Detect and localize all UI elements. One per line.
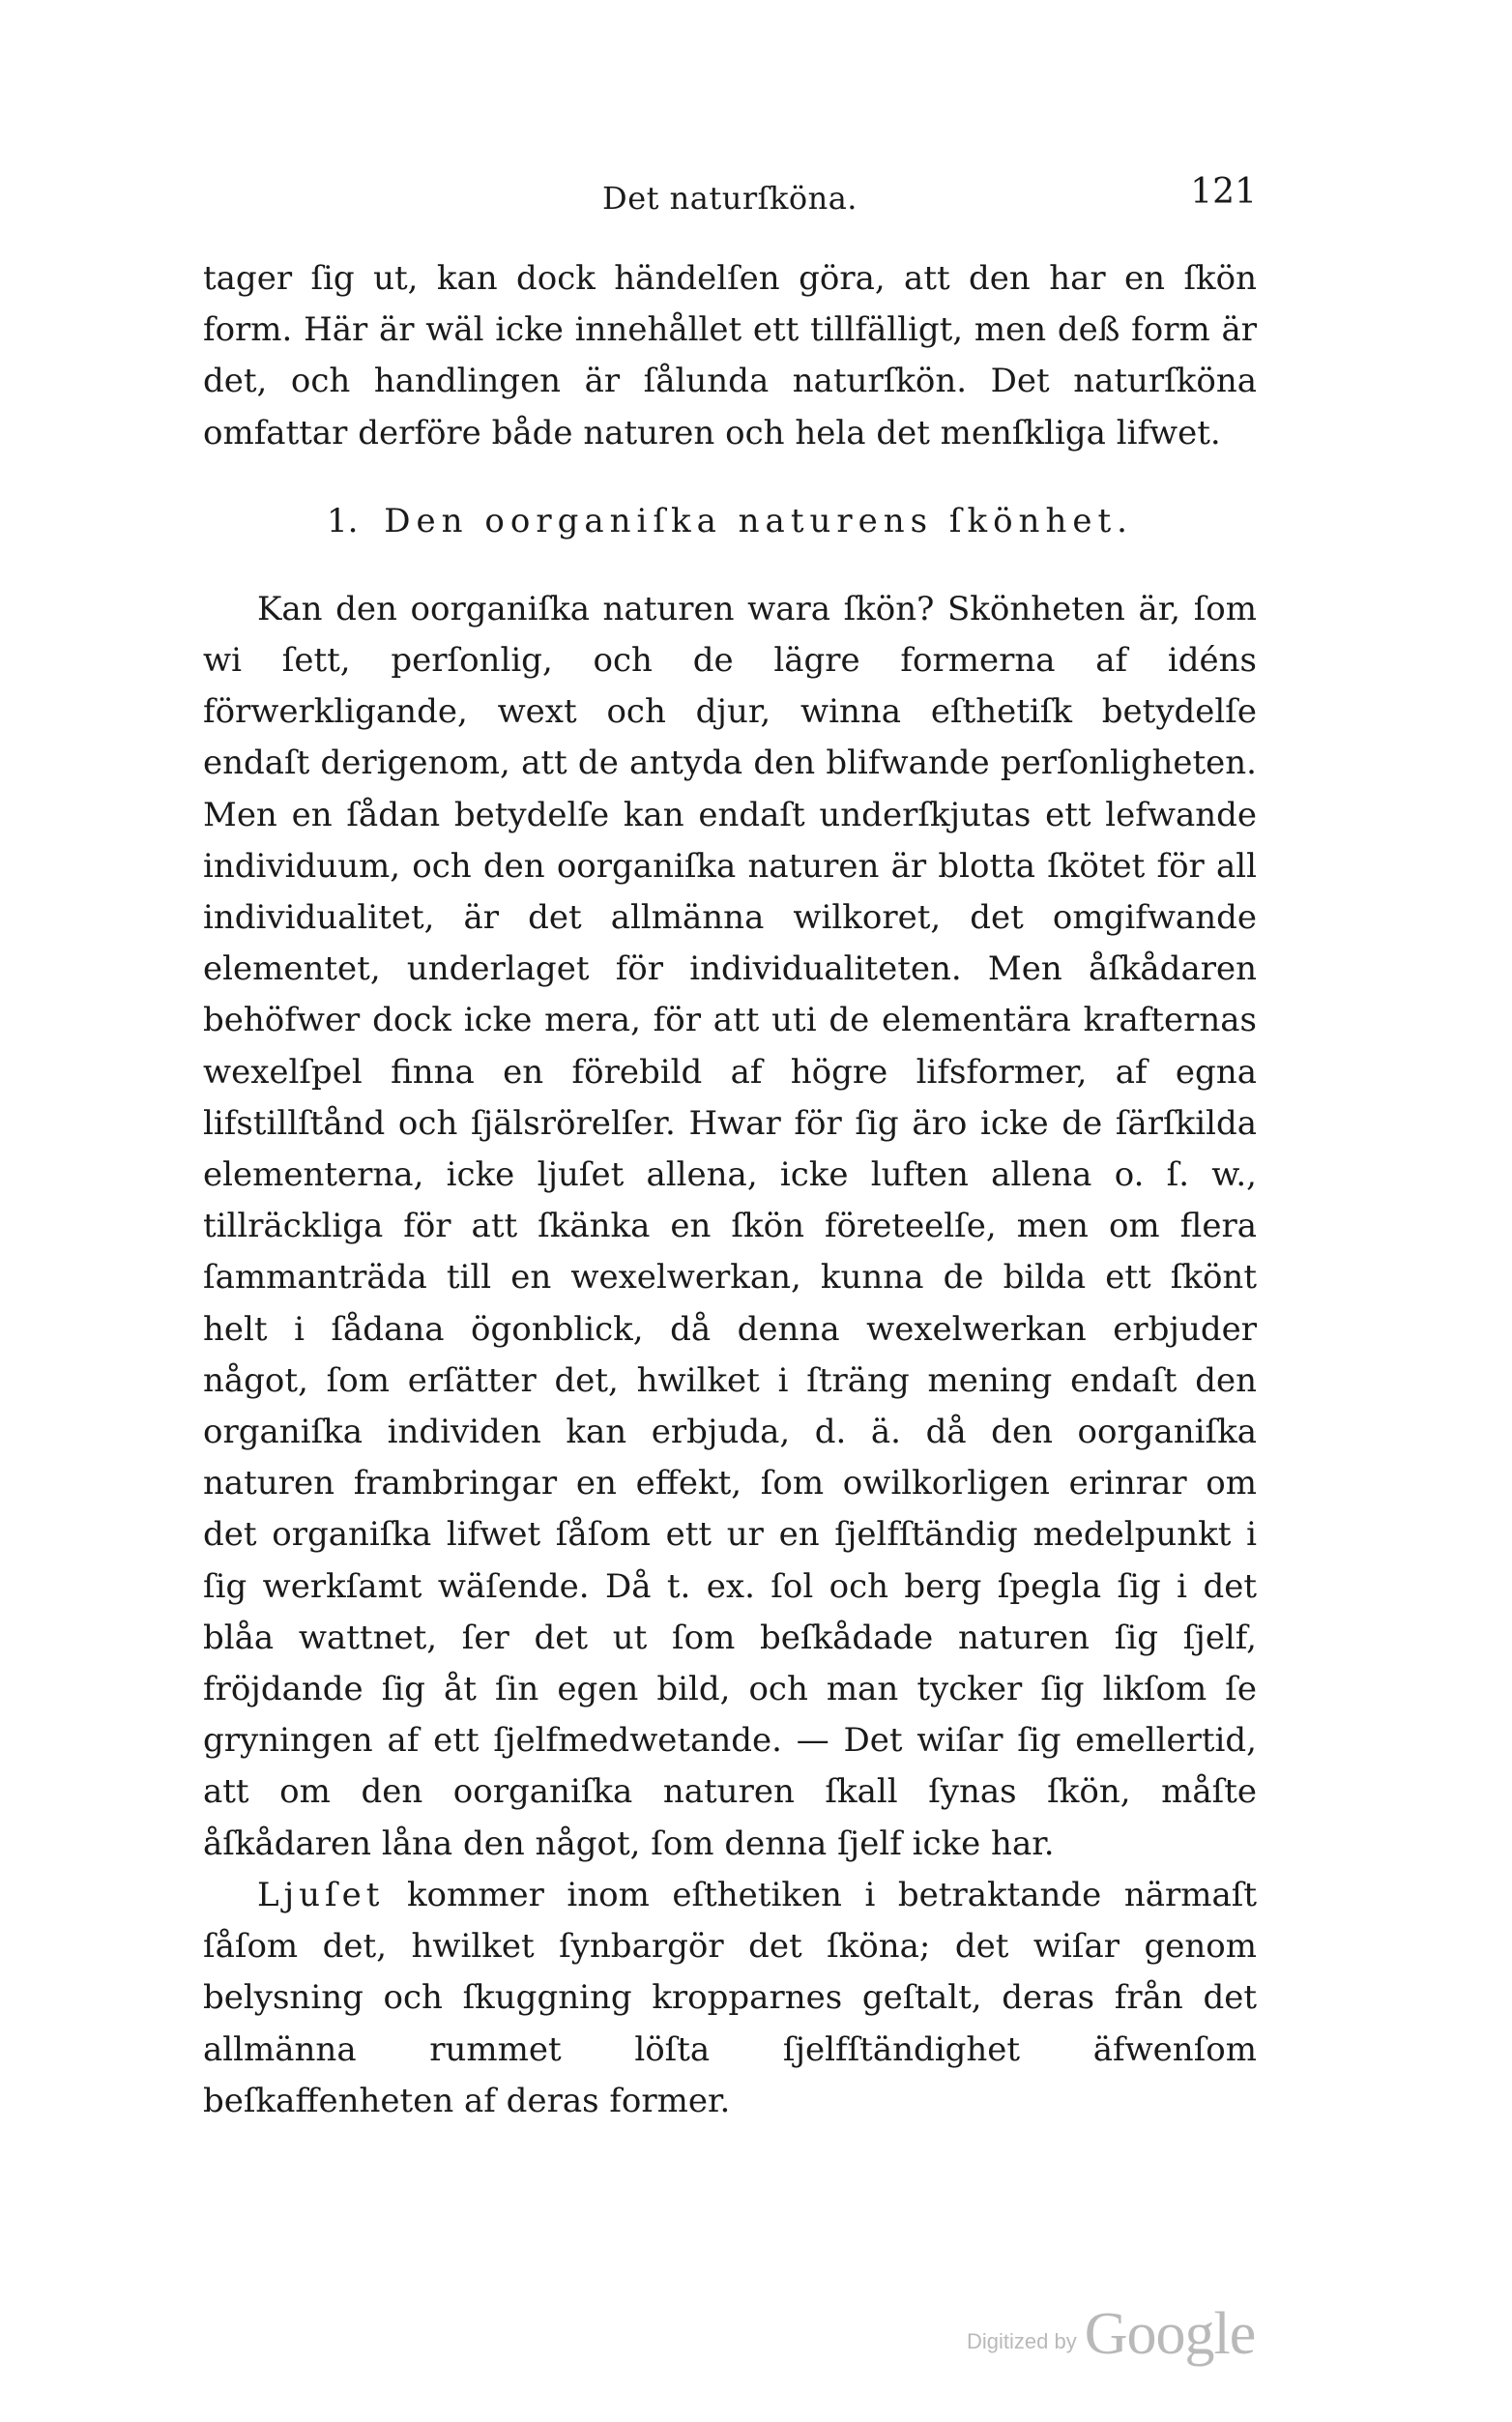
paragraph-section-1: Kan den oorganiſka naturen wara ſkön? Skönheten är, ſom wi ſett, perſonlig, och de lägre formerna af idéns förwerkligande, wext och djur, winna eſthetiſk betydelſe endaſt derigenom, att de antyda den blifwande perſonligheten. Men en ſådan betydelſe kan endaſt underſkjutas ett lefwande individuum, och den oorganiſka naturen är blotta ſkötet för all individualitet, är det allmänna wilkoret, det omgifwande elementet, underlaget för individualiteten. Men åſkådaren behöfwer dock icke mera, för att uti de elementära krafternas wexelſpel finna en förebild af högre lifsformer, af egna lifstillſtånd och ſjälsrörelſer. Hwar för ſig äro icke de ſärſkilda elementerna, icke ljuſet allena, icke luften allena o. ſ. w., tillräckliga för att ſkänka en ſkön företeelſe, men om flera ſammanträda till en wexelwerkan, kunna de bilda ett ſkönt helt i ſådana ögonblick, då denna wexelwerkan erbjuder något, ſom erſätter det, hwilket i ſträng mening endaſt den organiſka individen kan erbjuda, d. ä. då den oorganiſka naturen frambringar en effekt, ſom owilkorligen erinrar om det organiſka lifwet ſåſom ett ur en ſjelfſtändig medelpunkt i ſig werkſamt wäſende. Då t. ex. ſol och berg ſpegla ſig i det blåa wattnet, ſer det ut ſom beſkådade naturen ſig ſjelf, fröjdande ſig åt ſin egen bild, och man tycker ſig likſom ſe gryningen af ett ſjelfmedwetande. — Det wiſar ſig emellertid, att om den oorganiſka naturen ſkall ſynas ſkön, måſte åſkådaren låna den något, ſom denna ſjelf icke har. — [203, 589, 1257, 1863]
paragraph-section-2 — [203, 1870, 1257, 2127]
digitized-watermark — [967, 2296, 1256, 2367]
body-text — [203, 253, 1257, 2127]
paragraph-opening: tager ſig ut, kan dock händelſen göra, att den har en ſkön form. Här är wäl icke innehållet ett tillfälligt, men deß form är det, och handlingen är ſålunda naturſkön. Det naturſköna omfattar derföre både naturen och hela det menſkliga lifwet. — [203, 259, 1257, 452]
running-title: Det naturſköna. — [602, 180, 858, 217]
paragraph-section-2-text: kommer inom eſthetiken i betraktande närmaſt ſåſom det, hwilket ſynbargör det ſköna; det wiſar genom belysning och ſkuggning kropparnes geſtalt, deras från det allmänna rummet löſta ſjelfſtändighet äfwenſom beſkaffenheten af deras former. — [203, 1875, 1258, 2120]
section-heading — [203, 496, 1257, 547]
section-number: 1. — [327, 501, 359, 540]
google-logo: Google — [1084, 2301, 1256, 2367]
page-number: 121 — [1190, 172, 1257, 212]
section-title: Den oorganiſka naturens ſkönhet. — [384, 501, 1133, 540]
paragraph-lead-word: Ljuſet — [257, 1875, 385, 1914]
watermark-prefix: Digitized by — [967, 2329, 1077, 2353]
running-header — [203, 172, 1257, 230]
